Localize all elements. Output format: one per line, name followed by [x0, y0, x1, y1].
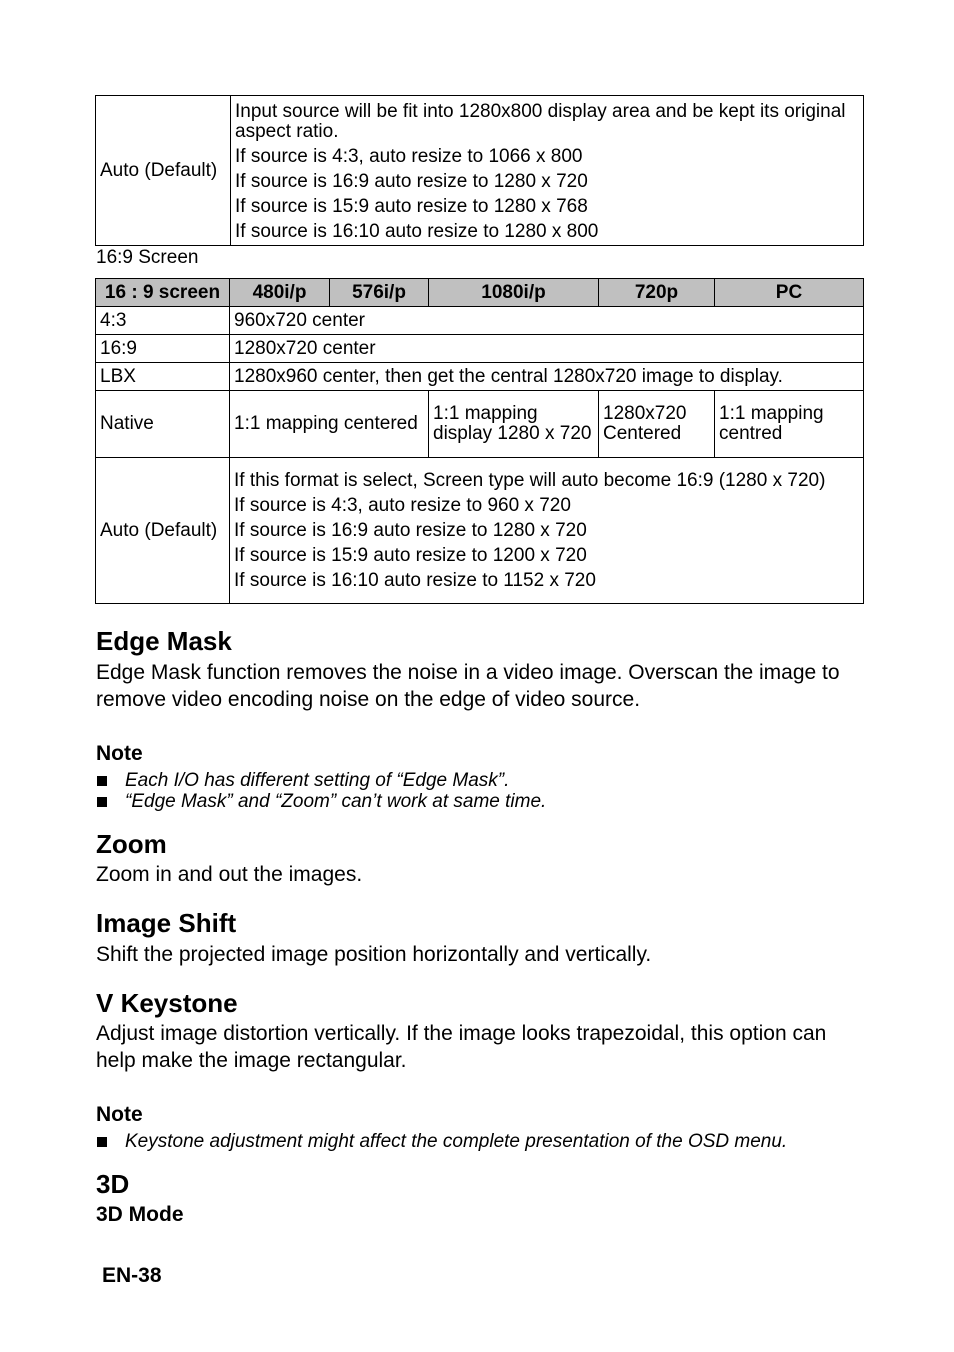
table-row [96, 335, 864, 363]
list-item [96, 1131, 787, 1152]
table-row [96, 96, 864, 246]
description-line: If source is 16:10 auto resize to 1280 x 800 [235, 220, 599, 242]
column-header: 720p [599, 279, 715, 307]
table-caption: 16:9 Screen [96, 247, 199, 268]
subsection-title-3d-mode: 3D Mode [96, 1203, 184, 1226]
description-line: If source is 4:3, auto resize to 960 x 720 [234, 494, 571, 516]
square-bullet-icon [97, 797, 107, 807]
section-title-image-shift: Image Shift [96, 908, 237, 938]
section-title-3d: 3D [96, 1169, 130, 1199]
native-cell-pc: 1:1 mapping centred [715, 391, 864, 458]
description-line: If source is 15:9 auto resize to 1280 x 768 [235, 195, 588, 217]
table-row [96, 458, 864, 604]
column-header: 480i/p [230, 279, 330, 307]
table-row [96, 363, 864, 391]
description-line: If this format is select, Screen type will auto become 16:9 (1280 x 720) [234, 469, 826, 491]
description-line: Input source will be fit into 1280x800 display area and be kept its original aspect ratio. [235, 100, 846, 142]
description-line: If source is 16:10 auto resize to 1152 x 720 [234, 569, 596, 591]
description-line: If source is 15:9 auto resize to 1200 x 720 [234, 544, 587, 566]
row-label: Native [96, 391, 230, 458]
row-value: 1280x960 center, then get the central 1280x720 image to display. [230, 363, 864, 391]
row-label: 4:3 [96, 307, 230, 335]
row-value: 960x720 center [230, 307, 864, 335]
description-line: If source is 16:9 auto resize to 1280 x 720 [235, 170, 588, 192]
auto-default-label: Auto (Default) [96, 96, 231, 246]
row-label: LBX [96, 363, 230, 391]
screen-169-table [95, 278, 864, 604]
list-item [96, 770, 546, 791]
v-keystone-description: Adjust image distortion vertically. If the image looks trapezoidal, this option can help make the image rectangular. [96, 1022, 827, 1072]
row-value [230, 458, 864, 604]
table-row [96, 307, 864, 335]
description-line: If source is 4:3, auto resize to 1066 x 800 [235, 145, 583, 167]
auto-resize-table [95, 95, 864, 246]
description-line: If source is 16:9 auto resize to 1280 x 720 [234, 519, 587, 541]
column-header: 1080i/p [429, 279, 599, 307]
table-header-row [96, 279, 864, 307]
note-text: Each I/O has different setting of “Edge Mask”. [125, 770, 510, 791]
square-bullet-icon [97, 1137, 107, 1147]
column-header: 16 : 9 screen [96, 279, 230, 307]
native-cell-1080: 1:1 mapping display 1280 x 720 [429, 391, 599, 458]
note-title: Note [96, 1103, 143, 1126]
native-cell-480-576: 1:1 mapping centered [230, 391, 429, 458]
row-label: 16:9 [96, 335, 230, 363]
row-label: Auto (Default) [96, 458, 230, 604]
section-title-v-keystone: V Keystone [96, 988, 238, 1018]
native-cell-720p: 1280x720 Centered [599, 391, 715, 458]
note-title: Note [96, 742, 143, 765]
section-title-edge-mask: Edge Mask [96, 626, 232, 656]
column-header: PC [715, 279, 864, 307]
zoom-description: Zoom in and out the images. [96, 863, 363, 886]
column-header: 576i/p [330, 279, 429, 307]
table-row [96, 391, 864, 458]
note-text: “Edge Mask” and “Zoom” can’t work at same time. [125, 791, 547, 812]
square-bullet-icon [97, 776, 107, 786]
section-title-zoom: Zoom [96, 829, 167, 859]
auto-default-description [231, 96, 864, 246]
edge-mask-description: Edge Mask function removes the noise in a video image. Overscan the image to remove video encoding noise on the edge of video source. [96, 661, 840, 711]
note-text: Keystone adjustment might affect the complete presentation of the OSD menu. [125, 1131, 788, 1152]
page-number: EN-38 [102, 1264, 162, 1287]
list-item [96, 791, 546, 812]
row-value: 1280x720 center [230, 335, 864, 363]
note-list [96, 1131, 787, 1152]
note-list [96, 770, 546, 812]
image-shift-description: Shift the projected image position horizontally and vertically. [96, 943, 652, 966]
